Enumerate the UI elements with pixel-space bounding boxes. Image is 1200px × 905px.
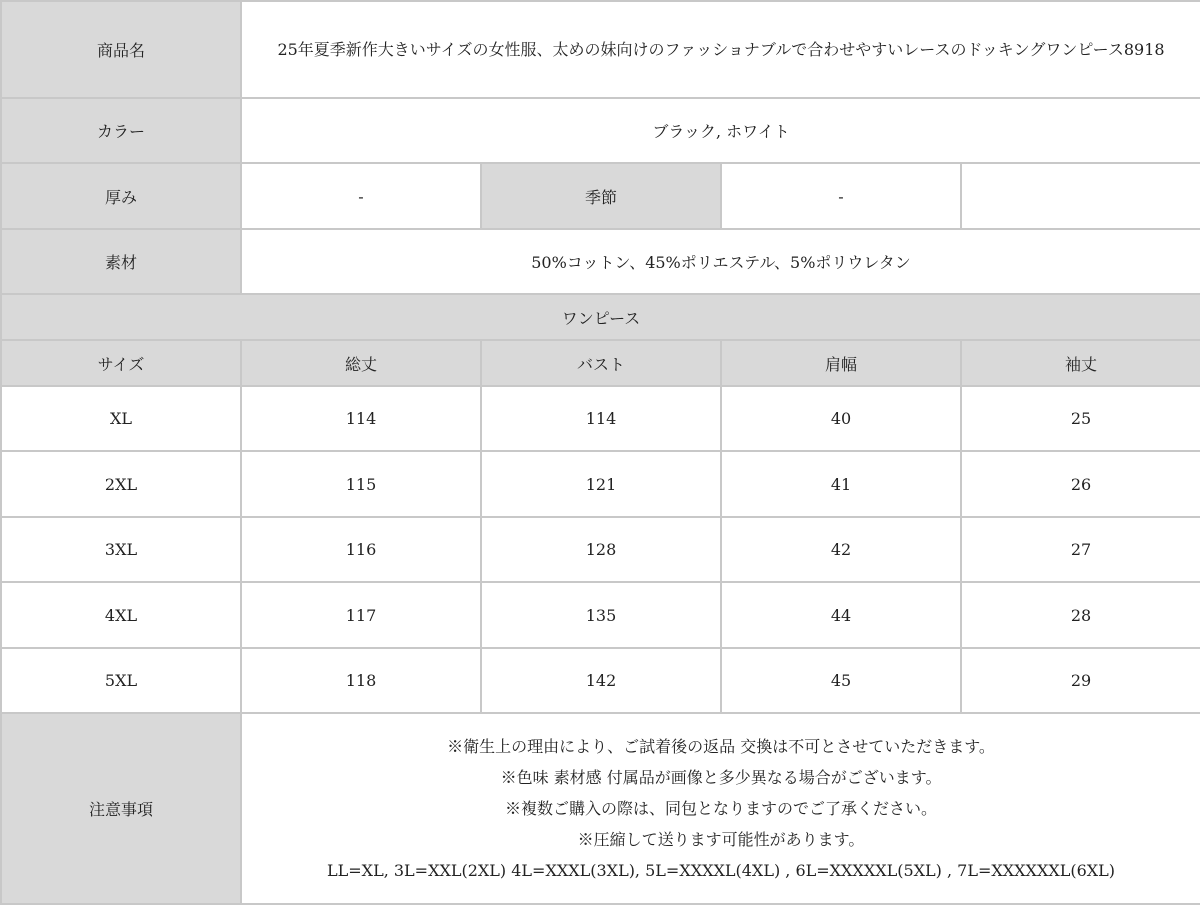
shoulder-cell: 42 (721, 517, 961, 582)
thickness-label: 厚み (1, 163, 241, 229)
table-row (1, 648, 1200, 713)
bust-cell: 121 (481, 451, 721, 517)
length-cell: 118 (241, 648, 481, 713)
bust-cell: 135 (481, 582, 721, 648)
note-line: ※色味 素材感 付属品が画像と多少異なる場合がございます。 (500, 768, 942, 787)
size-cell: XL (1, 386, 241, 451)
size-cell: 3XL (1, 517, 241, 582)
size-cell: 5XL (1, 648, 241, 713)
bust-cell: 142 (481, 648, 721, 713)
table-row (1, 517, 1200, 582)
header-length: 総丈 (241, 340, 481, 386)
sleeve-cell: 29 (961, 648, 1200, 713)
bust-cell: 128 (481, 517, 721, 582)
size-cell: 2XL (1, 451, 241, 517)
length-cell: 117 (241, 582, 481, 648)
header-bust: バスト (481, 340, 721, 386)
material-value: 50%コットン、45%ポリエステル、5%ポリウレタン (241, 229, 1200, 294)
shoulder-cell: 45 (721, 648, 961, 713)
shoulder-cell: 40 (721, 386, 961, 451)
material-label: 素材 (1, 229, 241, 294)
thickness-value: - (241, 163, 481, 229)
size-header-row (1, 340, 1200, 386)
color-label: カラー (1, 98, 241, 163)
length-cell: 115 (241, 451, 481, 517)
sleeve-cell: 26 (961, 451, 1200, 517)
season-value: - (721, 163, 961, 229)
table-row (1, 386, 1200, 451)
length-cell: 116 (241, 517, 481, 582)
size-cell: 4XL (1, 582, 241, 648)
note-line: ※複数ご購入の際は、同包となりますのでご了承ください。 (505, 799, 938, 818)
note-line: ※圧縮して送ります可能性があります。 (577, 830, 865, 849)
table-row (1, 451, 1200, 517)
sleeve-cell: 28 (961, 582, 1200, 648)
material-row (1, 229, 1200, 294)
product-name-row (1, 1, 1200, 98)
note-line: LL=XL, 3L=XXL(2XL) 4L=XXXL(3XL), 5L=XXXXL(4XL) , 6L=XXXXXL(5XL) , 7L=XXXXXXL(6XL) (327, 861, 1116, 880)
empty-cell (961, 163, 1200, 229)
header-sleeve: 袖丈 (961, 340, 1200, 386)
sleeve-cell: 25 (961, 386, 1200, 451)
note-line: ※衛生上の理由により、ご試着後の返品 交換は不可とさせていただきます。 (447, 737, 995, 756)
color-row (1, 98, 1200, 163)
category-row (1, 294, 1200, 340)
bust-cell: 114 (481, 386, 721, 451)
category-title: ワンピース (1, 294, 1200, 340)
length-cell: 114 (241, 386, 481, 451)
header-size: サイズ (1, 340, 241, 386)
season-label: 季節 (481, 163, 721, 229)
table-row (1, 582, 1200, 648)
product-name-label: 商品名 (1, 1, 241, 98)
thickness-season-row (1, 163, 1200, 229)
header-shoulder: 肩幅 (721, 340, 961, 386)
sleeve-cell: 27 (961, 517, 1200, 582)
shoulder-cell: 41 (721, 451, 961, 517)
notes-row (1, 713, 1200, 904)
notes-content (241, 713, 1200, 904)
notes-label: 注意事項 (1, 713, 241, 904)
product-name-value: 25年夏季新作大きいサイズの女性服、太めの妹向けのファッショナブルで合わせやすいレースのドッキングワンピース8918 (241, 1, 1200, 98)
color-value: ブラック, ホワイト (241, 98, 1200, 163)
shoulder-cell: 44 (721, 582, 961, 648)
